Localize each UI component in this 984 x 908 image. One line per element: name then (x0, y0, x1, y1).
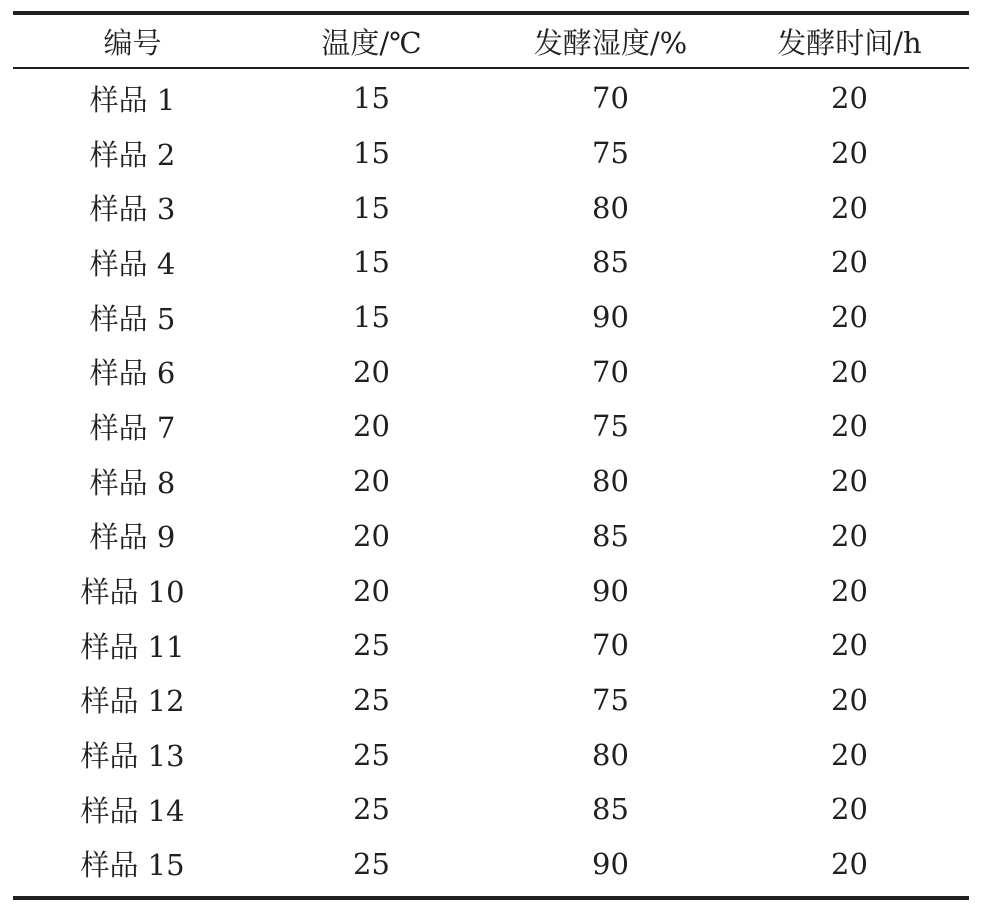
cell-temperature: 20 (353, 573, 390, 608)
cell-fermentation-time: 20 (831, 628, 868, 663)
cell-temperature: 25 (353, 682, 390, 717)
cell-temperature: 15 (353, 300, 390, 335)
cell-sample-id: 样品 7 (89, 410, 176, 445)
cell-fermentation-time: 20 (831, 464, 868, 499)
cell-sample-id: 样品 14 (80, 793, 185, 828)
cell-sample-id: 样品 8 (89, 465, 176, 500)
data-table (13, 15, 969, 67)
cell-temperature: 15 (353, 81, 390, 116)
table-row (13, 727, 969, 782)
header-fermentation-humidity: 发酵湿度/% (533, 25, 688, 60)
cell-temperature: 20 (353, 464, 390, 499)
table-bottom-rule (13, 896, 969, 900)
cell-sample-id: 样品 15 (80, 848, 185, 883)
cell-sample-id: 样品 11 (80, 629, 185, 664)
cell-fermentation-humidity: 80 (592, 737, 629, 772)
cell-fermentation-humidity: 85 (592, 245, 629, 280)
cell-sample-id: 样品 9 (89, 520, 176, 555)
cell-fermentation-humidity: 70 (592, 628, 629, 663)
cell-temperature: 25 (353, 628, 390, 663)
cell-fermentation-time: 20 (831, 518, 868, 553)
cell-fermentation-time: 20 (831, 792, 868, 827)
header-sample-id: 编号 (103, 25, 162, 60)
cell-fermentation-humidity: 80 (592, 190, 629, 225)
cell-sample-id: 样品 2 (89, 137, 176, 172)
cell-temperature: 15 (353, 245, 390, 280)
cell-sample-id: 样品 4 (89, 246, 176, 281)
cell-temperature: 15 (353, 136, 390, 171)
header-fermentation-time: 发酵时间/h (777, 25, 922, 60)
cell-fermentation-humidity: 75 (592, 682, 629, 717)
data-table-body (13, 69, 969, 891)
cell-fermentation-humidity: 85 (592, 518, 629, 553)
cell-sample-id: 样品 1 (89, 82, 176, 117)
cell-fermentation-time: 20 (831, 682, 868, 717)
table-row (13, 399, 969, 454)
table-body (13, 69, 969, 891)
table-row (13, 180, 969, 235)
table-header (13, 15, 969, 67)
cell-fermentation-time: 20 (831, 81, 868, 116)
cell-fermentation-humidity: 90 (592, 573, 629, 608)
cell-sample-id: 样品 10 (80, 575, 185, 610)
cell-fermentation-time: 20 (831, 245, 868, 280)
header-row (13, 15, 969, 67)
cell-fermentation-time: 20 (831, 846, 868, 881)
table-row (13, 509, 969, 564)
cell-sample-id: 样品 13 (80, 739, 185, 774)
table-row (13, 837, 969, 892)
table-row (13, 126, 969, 181)
cell-sample-id: 样品 5 (89, 301, 176, 336)
table-row (13, 563, 969, 618)
table-row (13, 618, 969, 673)
table-row (13, 782, 969, 837)
cell-fermentation-humidity: 70 (592, 354, 629, 389)
cell-sample-id: 样品 6 (89, 356, 176, 391)
cell-fermentation-humidity: 85 (592, 792, 629, 827)
table-row (13, 454, 969, 509)
table-row (13, 235, 969, 290)
cell-temperature: 20 (353, 518, 390, 553)
cell-temperature: 20 (353, 409, 390, 444)
table-row (13, 69, 969, 126)
cell-sample-id: 样品 12 (80, 684, 185, 719)
cell-temperature: 25 (353, 846, 390, 881)
cell-fermentation-time: 20 (831, 190, 868, 225)
cell-fermentation-humidity: 90 (592, 846, 629, 881)
cell-sample-id: 样品 3 (89, 192, 176, 227)
cell-fermentation-humidity: 70 (592, 81, 629, 116)
cell-fermentation-time: 20 (831, 573, 868, 608)
table-row (13, 290, 969, 345)
cell-temperature: 20 (353, 354, 390, 389)
data-table-container (13, 11, 969, 900)
cell-fermentation-humidity: 75 (592, 409, 629, 444)
cell-fermentation-time: 20 (831, 136, 868, 171)
cell-fermentation-time: 20 (831, 300, 868, 335)
cell-fermentation-time: 20 (831, 354, 868, 389)
cell-temperature: 15 (353, 190, 390, 225)
cell-fermentation-humidity: 80 (592, 464, 629, 499)
cell-temperature: 25 (353, 737, 390, 772)
cell-fermentation-humidity: 75 (592, 136, 629, 171)
cell-fermentation-time: 20 (831, 409, 868, 444)
table-row (13, 344, 969, 399)
table-row (13, 673, 969, 728)
cell-fermentation-time: 20 (831, 737, 868, 772)
cell-temperature: 25 (353, 792, 390, 827)
cell-fermentation-humidity: 90 (592, 300, 629, 335)
header-temperature: 温度/℃ (321, 25, 422, 60)
